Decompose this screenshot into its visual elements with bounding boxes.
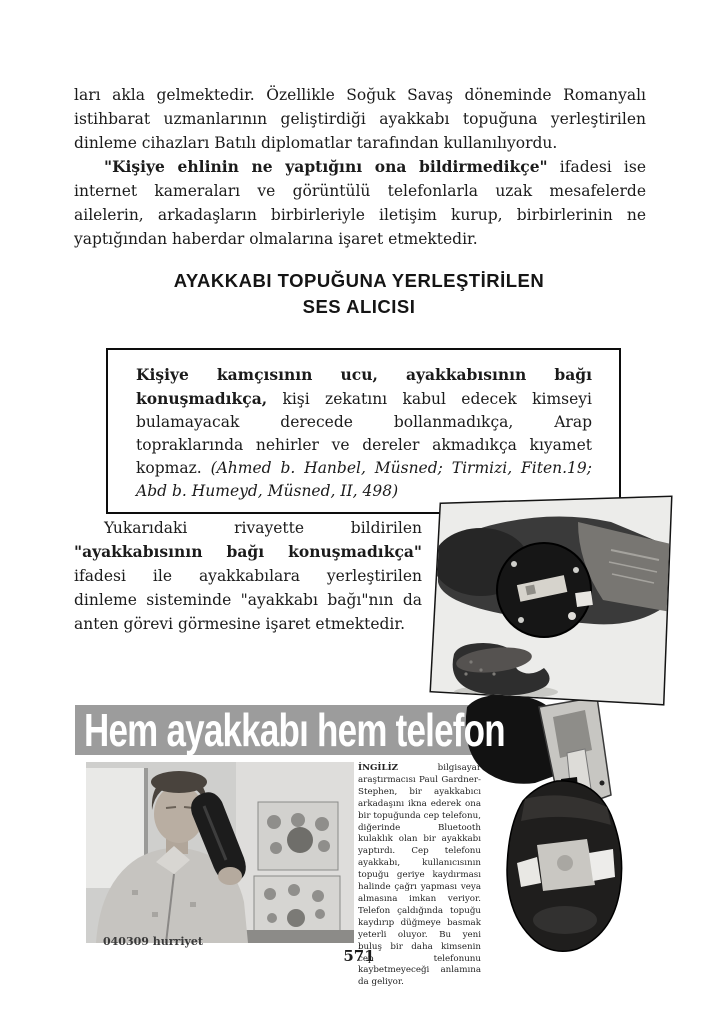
hadith-quote-box <box>106 348 621 514</box>
page-number: 571 <box>343 947 375 965</box>
section-heading-line1: AYAKKABI TOPUĞUNA YERLEŞTİRİLEN <box>173 270 545 291</box>
paragraph-1 <box>74 83 646 155</box>
paragraph-3-text: ifadesi ile ayakkabılara yerleştirilen dinleme sisteminde "ayakkabı bağı"nın da anten görevi görmesine işaret etmektedir. <box>74 567 422 633</box>
photo-content <box>429 495 675 707</box>
hadith-quote-body: kişi zekatını kabul edecek kimseyi bulamayacak derecede bollanmadıkça, Arap topraklarında nehirler ve dereler akmadıkça kıyamet kopmaz. <box>136 390 592 477</box>
paragraph-1-text: ları akla gelmektedir. Özellikle Soğuk Savaş döneminde Romanyalı istihbarat uzmanlarının geliştirdiği ayakkabı topuğuna yerleştirilen dinleme cihazları Batılı diplomatlar tarafından kullanılıyordu. <box>74 86 646 152</box>
intro-paragraphs <box>74 83 646 251</box>
paragraph-2 <box>74 155 646 251</box>
man-shoe-phone-photo <box>86 762 354 943</box>
shoe-heel-bug-photo <box>426 492 678 710</box>
newspaper-article-lead: İNGİLİZ <box>358 763 399 773</box>
newspaper-article-text: bilgisayar araştırmacısı Paul Gardner-Stephen, bir ayakkabıcı arkadaşını ikna ederek ona bir topuğunda cep telefonu, diğerinde Bluetooth kulaklık olan bir ayakkabı yaptırdı. Cep telefonu ayakkabı, kullanıcısının topuğu geriye kaydırması halinde çağrı yapması veya almasına imkan veriyor. Telefon çaldığında topuğu kaydırıp düğmeye basmak yeterli oluyor. Bu yeni buluş bir daha kimsenin cep telefonunu kaybetmeyeceği anlamına da geliyor. <box>358 763 481 988</box>
newspaper-headline: Hem ayakkabı hem telefon <box>84 704 505 756</box>
newspaper-caption: 040309 hurriyet <box>103 935 203 948</box>
hadith-quote-source: (Ahmed b. Hanbel, Müsned; Tirmizi, Fiten.19; Abd b. Humeyd, Müsned, II, 498) <box>136 459 592 500</box>
hadith-quote-emphasis: Kişiye kamçısının ucu, ayakkabısının bağı konuşmadıkça, <box>136 365 592 408</box>
paragraph-3 <box>74 516 422 636</box>
paragraph-3-lead: Yukarıdaki rivayette bildirilen <box>104 519 422 537</box>
paragraph-3-emphasis: "ayakkabısının bağı konuşmadıkça" <box>74 542 422 561</box>
paragraph-2-emphasis: "Kişiye ehlinin ne yaptığını ona bildirmedikçe" <box>104 157 548 176</box>
section-heading <box>0 268 718 319</box>
section-heading-line2: SES ALICISI <box>302 295 416 317</box>
hadith-quote-text <box>136 363 592 503</box>
paragraph-2-text: ifadesi ise internet kameraları ve görüntülü telefonlarla uzak mesafelerde ailelerin, arkadaşların birbirleriyle iletişim kurup, birbirlerinin ne yaptığından haberdar olmalarına işaret etmektedir. <box>74 158 646 248</box>
